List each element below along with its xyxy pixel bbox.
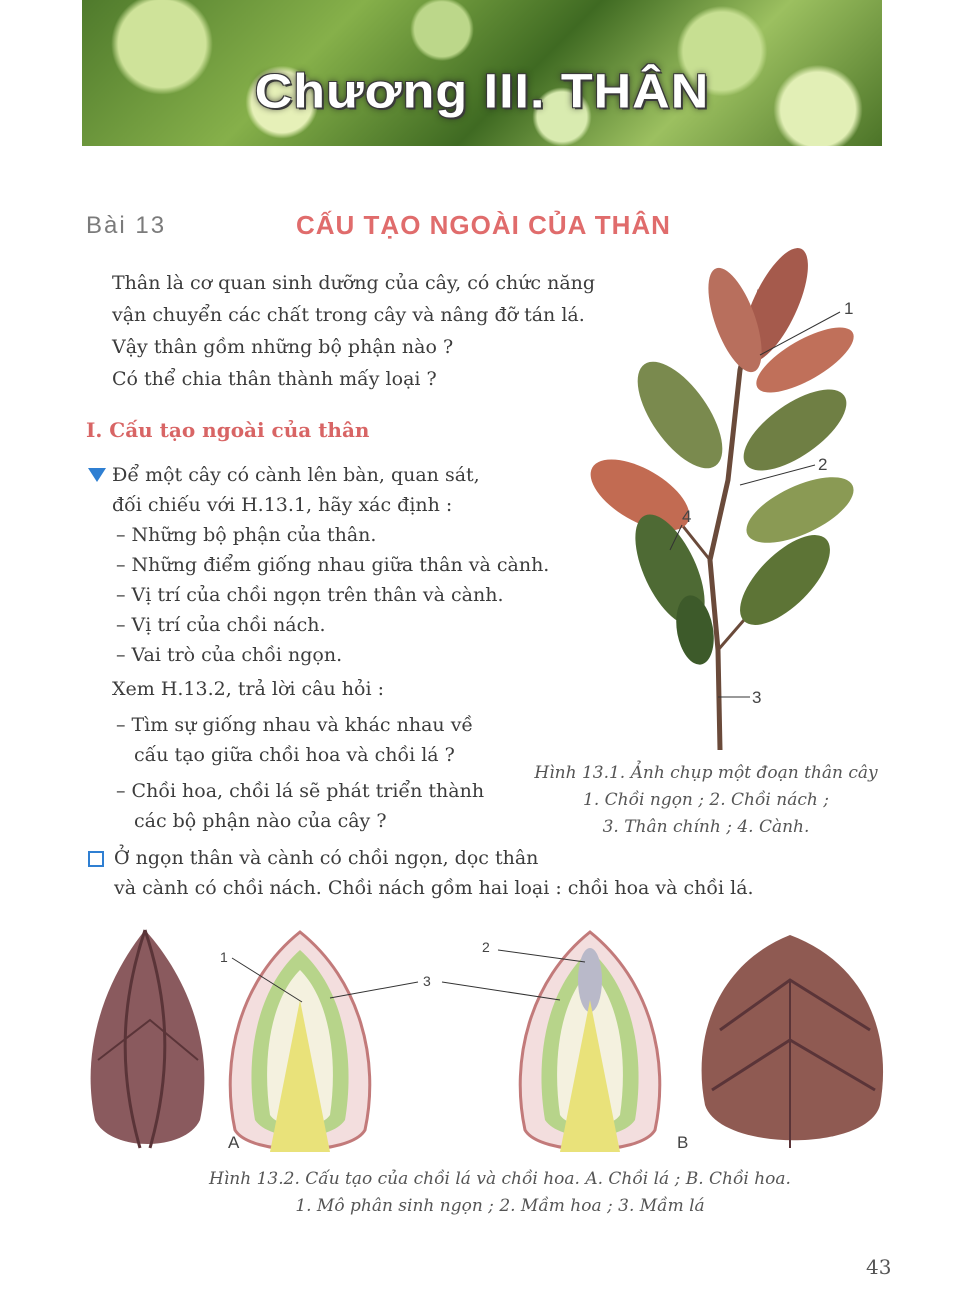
flower-bud-exterior bbox=[702, 935, 883, 1148]
fig1-label-1: 1 bbox=[844, 299, 854, 318]
summary-square-icon bbox=[88, 851, 104, 867]
activity-triangle-icon bbox=[88, 468, 106, 482]
fig2-label-1: 1 bbox=[220, 949, 228, 965]
activity-line: – Tìm sự giống nhau và khác nhau về bbox=[116, 714, 474, 736]
summary-line: và cành có chồi nách. Chồi nách gồm hai loại : chồi hoa và chồi lá. bbox=[114, 877, 754, 899]
fig2-label-3: 3 bbox=[423, 973, 431, 989]
activity-line: – Những điểm giống nhau giữa thân và cành. bbox=[116, 554, 550, 576]
intro-line: vận chuyển các chất trong cây và nâng đỡ tán lá. bbox=[112, 304, 585, 326]
activity-line: các bộ phận nào của cây ? bbox=[134, 810, 387, 832]
intro-line: Vậy thân gồm những bộ phận nào ? bbox=[112, 336, 454, 358]
leaf-bud-exterior bbox=[91, 930, 205, 1148]
activity-block bbox=[112, 460, 549, 836]
figure-13-2-buds bbox=[80, 920, 900, 1165]
lesson-number: Bài 13 bbox=[86, 212, 167, 239]
flower-bud-section bbox=[520, 932, 660, 1152]
fig2-label-2: 2 bbox=[482, 939, 490, 955]
intro-paragraph bbox=[112, 268, 595, 396]
summary-line: Ở ngọn thân và cành có chồi ngọn, dọc thân bbox=[114, 847, 539, 869]
activity-line: – Vị trí của chồi nách. bbox=[116, 614, 326, 636]
fig2-label-a: A bbox=[228, 1133, 240, 1152]
caption-line: 1. Chồi ngọn ; 2. Chồi nách ; bbox=[583, 790, 829, 810]
leaf-bud-section bbox=[230, 932, 370, 1152]
activity-line: đối chiếu với H.13.1, hãy xác định : bbox=[112, 494, 453, 516]
fig1-label-2: 2 bbox=[818, 455, 828, 474]
activity-line: cấu tạo giữa chồi hoa và chồi lá ? bbox=[134, 744, 455, 766]
activity-line: – Những bộ phận của thân. bbox=[116, 524, 377, 546]
caption-line: 3. Thân chính ; 4. Cành. bbox=[602, 817, 810, 837]
section-title: I. Cấu tạo ngoài của thân bbox=[86, 418, 370, 442]
fig1-label-4: 4 bbox=[682, 507, 692, 526]
caption-line: Hình 13.1. Ảnh chụp một đoạn thân cây bbox=[534, 763, 878, 783]
intro-line: Có thể chia thân thành mấy loại ? bbox=[112, 368, 437, 390]
chapter-banner bbox=[82, 0, 882, 146]
intro-line: Thân là cơ quan sinh dưỡng của cây, có chức năng bbox=[112, 272, 596, 294]
caption-line: Hình 13.2. Cấu tạo của chồi lá và chồi hoa. A. Chồi lá ; B. Chồi hoa. bbox=[209, 1169, 791, 1189]
activity-line: – Vai trò của chồi ngọn. bbox=[116, 644, 343, 666]
caption-line: 1. Mô phân sinh ngọn ; 2. Mầm hoa ; 3. Mầm lá bbox=[295, 1196, 705, 1216]
fig1-label-3: 3 bbox=[752, 688, 762, 707]
page-number: 43 bbox=[866, 1255, 892, 1279]
activity-line: – Chồi hoa, chồi lá sẽ phát triển thành bbox=[116, 780, 485, 802]
fig2-label-b: B bbox=[677, 1133, 689, 1152]
activity-line: – Vị trí của chồi ngọn trên thân và cành. bbox=[116, 584, 504, 606]
figure-13-1-caption bbox=[520, 760, 892, 841]
activity-line: Xem H.13.2, trả lời câu hỏi : bbox=[112, 678, 384, 700]
lesson-title: CẤU TẠO NGOÀI CỦA THÂN bbox=[296, 210, 671, 240]
activity-line: Để một cây có cành lên bàn, quan sát, bbox=[112, 464, 480, 486]
figure-13-2-caption bbox=[180, 1166, 820, 1220]
chapter-title: Chương III. THÂN bbox=[254, 65, 710, 119]
figure-13-1-stem bbox=[560, 230, 880, 760]
